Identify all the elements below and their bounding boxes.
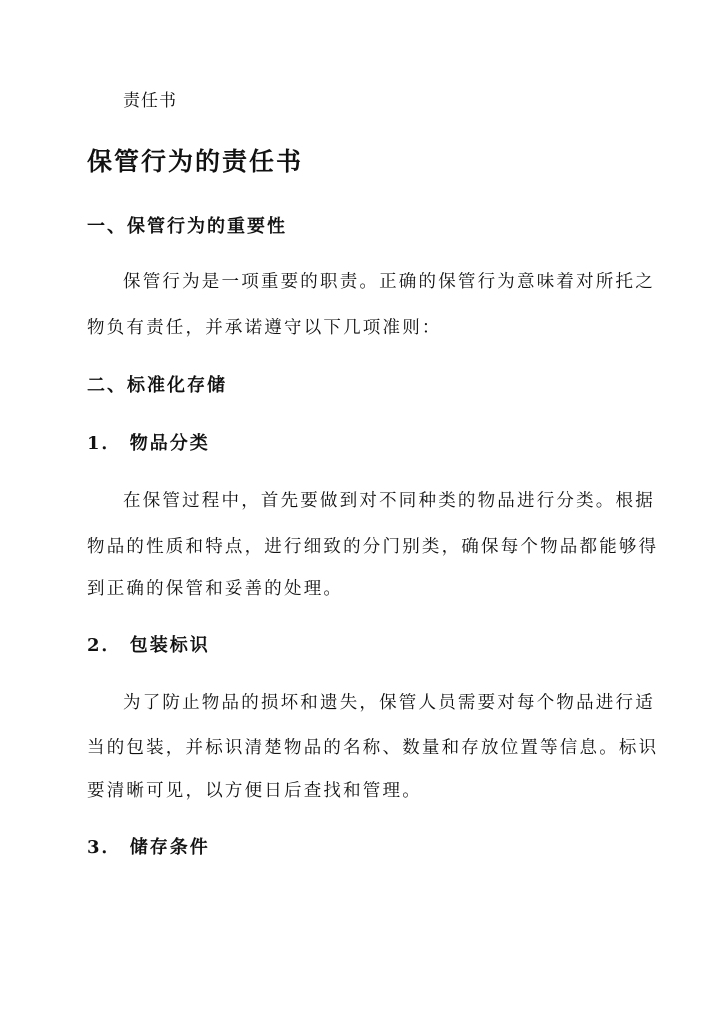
item1-paragraph-line: 到正确的保管和妥善的处理。 [87, 579, 344, 599]
item2-paragraph-line: 当的包装，并标识清楚物品的名称、数量和存放位置等信息。标识 [87, 738, 659, 758]
item3-heading: 3． 储存条件 [87, 837, 210, 858]
document-title: 保管行为的责任书 [87, 147, 304, 176]
document-header: 责任书 [123, 91, 177, 111]
section1-paragraph-line: 保管行为是一项重要的职责。正确的保管行为意味着对所托之 [123, 272, 655, 292]
section1-paragraph-line: 物负有责任，并承诺遵守以下几项准则： [87, 318, 442, 338]
section2-heading: 二、标准化存储 [87, 375, 227, 396]
item2-paragraph-line: 为了防止物品的损坏和遗失，保管人员需要对每个物品进行适 [123, 693, 655, 713]
item1-paragraph-line: 物品的性质和特点，进行细致的分门别类，确保每个物品都能够得 [87, 537, 659, 557]
item1-heading: 1． 物品分类 [87, 433, 210, 454]
item2-paragraph-line: 要清晰可见，以方便日后查找和管理。 [87, 781, 422, 801]
item2-heading: 2． 包装标识 [87, 635, 210, 656]
item1-paragraph-line: 在保管过程中，首先要做到对不同种类的物品进行分类。根据 [123, 491, 655, 511]
section1-heading: 一、保管行为的重要性 [87, 216, 287, 237]
